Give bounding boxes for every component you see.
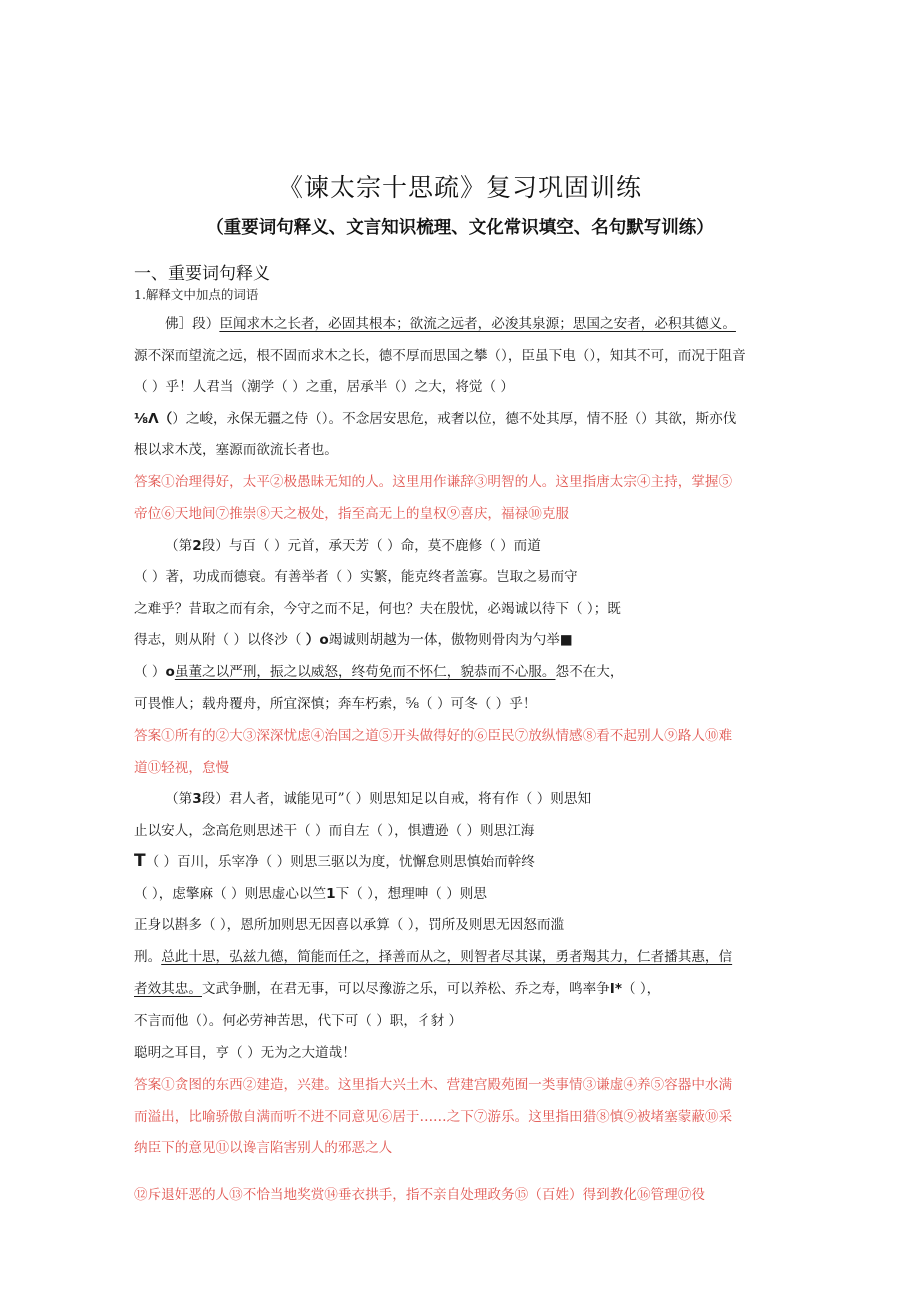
p1-label: 佛］段） <box>165 316 220 332</box>
p3-label-number: 3 <box>192 791 202 807</box>
p3-line-7-b: 文武争删，在君无事，可以尽豫游之乐，可以养松、乔之寿，鸣率争 <box>201 981 610 997</box>
p3-line-7-mark: I* <box>609 981 622 997</box>
p1-line-3: （ ）乎！人君当（潮学（ ）之重，居承半（）之大，将觉（ ） <box>134 379 514 395</box>
p1-line-4 <box>134 407 736 427</box>
p2-line-5-a: （ ） <box>134 664 166 680</box>
p3-line-3-mark: T <box>134 851 146 871</box>
p2-line-3: 之难乎？昔取之而有余，今守之而不足，何也？夫在殷忧，必竭诚以待下（ ）；既 <box>134 601 621 617</box>
p3-line-7 <box>134 977 660 997</box>
p1-answer-line-2: 帝位⑥天地间⑦推崇⑧天之极处，指至高无上的皇权⑨喜庆，福禄⑩克服 <box>134 506 569 522</box>
p2-answer-line-1: 答案①所有的②大③深深忧虑④治国之道⑤开头做得好的⑥臣民⑦放纵情感⑧看不起别人⑨路人⑩难 <box>134 728 733 744</box>
p2-label-number: 2 <box>192 538 202 554</box>
p2-line-4-c: 竭诚则胡越为一体，傲物则骨肉为勺举 <box>328 632 560 648</box>
p3-line-8: 不言而他（）。何必劳神苦思，代下可（ ）职，彳豺 ） <box>134 1013 463 1029</box>
p3-line-1 <box>165 787 591 807</box>
p1-line-2: 源不深而望流之远，根不固而求木之长，德不厚而思国之攀（），臣虽下电（），知其不可，而况于阻音 <box>134 348 746 364</box>
p3-line-4-c: 下（ ），想理呻（ ）则思 <box>335 886 487 902</box>
p3-label-a: （第 <box>165 791 193 807</box>
p3-answer-line-1: 答案①贪图的东西②建造，兴建。这里指大兴土木、营建宫殿苑囿一类事情③谦虚④养⑤容器中水满 <box>134 1077 733 1093</box>
p3-line-7-d: （ ）， <box>621 981 661 997</box>
p3-line-6 <box>134 945 732 965</box>
p3-line-3 <box>134 850 535 871</box>
p3-underlined-text-2: 者效其忠。 <box>134 981 202 997</box>
p3-line-6-a: 刑。 <box>134 949 162 965</box>
p2-line-5-mark: o <box>165 664 175 680</box>
p2-line-5-d: 怨不在大， <box>555 664 624 680</box>
p1-line-1 <box>165 312 736 332</box>
p3-answer-line-2: 而溢出，比喻骄傲自满而听不进不同意见⑥居于……之下⑦游乐。这里指田猎⑧慎⑨被堵塞蒙蔽⑩采 <box>134 1109 733 1125</box>
p2-line-1 <box>165 534 541 554</box>
p3-answer-line-4: ⑫斥退奸恶的人⑬不恰当地奖赏⑭垂衣拱手，指不亲自处理政务⑮（百姓）得到教化⑯管理⑰役 <box>134 1187 705 1203</box>
p2-underlined-text: 虽董之以严刑，振之以威怒，终苟免而不怀仁，貌恭而不心服。 <box>174 664 556 680</box>
p1-garbled-mark: ⅛Λ（ <box>134 411 173 427</box>
p2-line-2: （ ）著，功成而德衰。有善举者（ ）实繁，能克终者盖寡。岂取之易而守 <box>134 569 578 585</box>
p3-line-4 <box>134 882 487 902</box>
p3-line-4-a: （ ），虑擎麻（ ）则思虚心以竺 <box>134 886 327 902</box>
p2-line-4-a: 得志，则从附（ ）以佟沙（ <box>134 632 306 648</box>
p3-line-1-text: 段）君人者，诚能见可”（ ）则思知足以自戒，将有作（ ）则思知 <box>201 791 592 807</box>
p1-line-5: 根以求木茂，塞源而欲流长者也。 <box>134 442 338 458</box>
p1-underlined-text: 臣闻求木之长者，必固其根本；欲流之远者，必浚其泉源；思国之安者，必积其德义。 <box>219 316 736 332</box>
p2-label-a: （第 <box>165 538 193 554</box>
p1-answer-line-1: 答案①治理得好，太平②极愚昧无知的人。这里用作谦辞③明智的人。这里指唐太宗④主持，掌握⑤ <box>134 474 733 490</box>
section-heading: 一、重要词句释义 <box>134 264 270 284</box>
p3-line-2: 止以安人，念高危则思述干（ ）而自左（ ），惧遭逊（ ）则思江海 <box>134 823 535 839</box>
p2-answer-line-2: 道⑪轻视，怠慢 <box>134 760 230 776</box>
page-subtitle: （重要词句释义、文言知识梳理、文化常识填空、名句默写训练） <box>206 218 714 238</box>
page-title: 《谏太宗十思疏》复习巩固训练 <box>277 173 642 202</box>
p2-line-4-mark: ）o <box>305 632 329 648</box>
p3-answer-line-3: 纳臣下的意见⑪以谗言陷害别人的邪恶之人 <box>134 1140 393 1156</box>
p3-line-9: 聪明之耳目，亨（ ）无为之大道哉！ <box>134 1045 356 1061</box>
p1-line-4-text: ）之峻，永保无疆之侍（）。不念居安思危，戒奢以位，德不处其厚，情不胫（）其欲，斯亦伐 <box>172 411 737 427</box>
p2-line-1-text: 段）与百（ ）元首，承天芳（ ）命，莫不鹿修（ ）而道 <box>201 538 541 554</box>
p2-line-4-block: ■ <box>559 632 573 648</box>
p3-line-3-text: （ ）百川，乐宰净（ ）则思三驱以为度，忧懈怠则思慎始而幹终 <box>145 854 535 870</box>
p2-line-6: 可畏惟人；载舟覆舟，所宜深慎；奔车朽索，⅝（ ）可冬（ ）乎！ <box>134 696 537 712</box>
exercise-instruction: 1.解释文中加点的词语 <box>134 287 259 302</box>
p2-line-5 <box>134 660 623 680</box>
p3-line-4-mark: 1 <box>326 886 336 902</box>
p3-underlined-text-1: 总此十思，弘兹九德，简能而任之，择善而从之，则智者尽其谋，勇者羯其力，仁者播其惠，信 <box>161 949 733 965</box>
p2-line-4 <box>134 628 573 648</box>
p3-line-5: 正身以斟多（ ），恩所加则思无因喜以承算（ ），罚所及则思无因怒而滥 <box>134 917 565 933</box>
